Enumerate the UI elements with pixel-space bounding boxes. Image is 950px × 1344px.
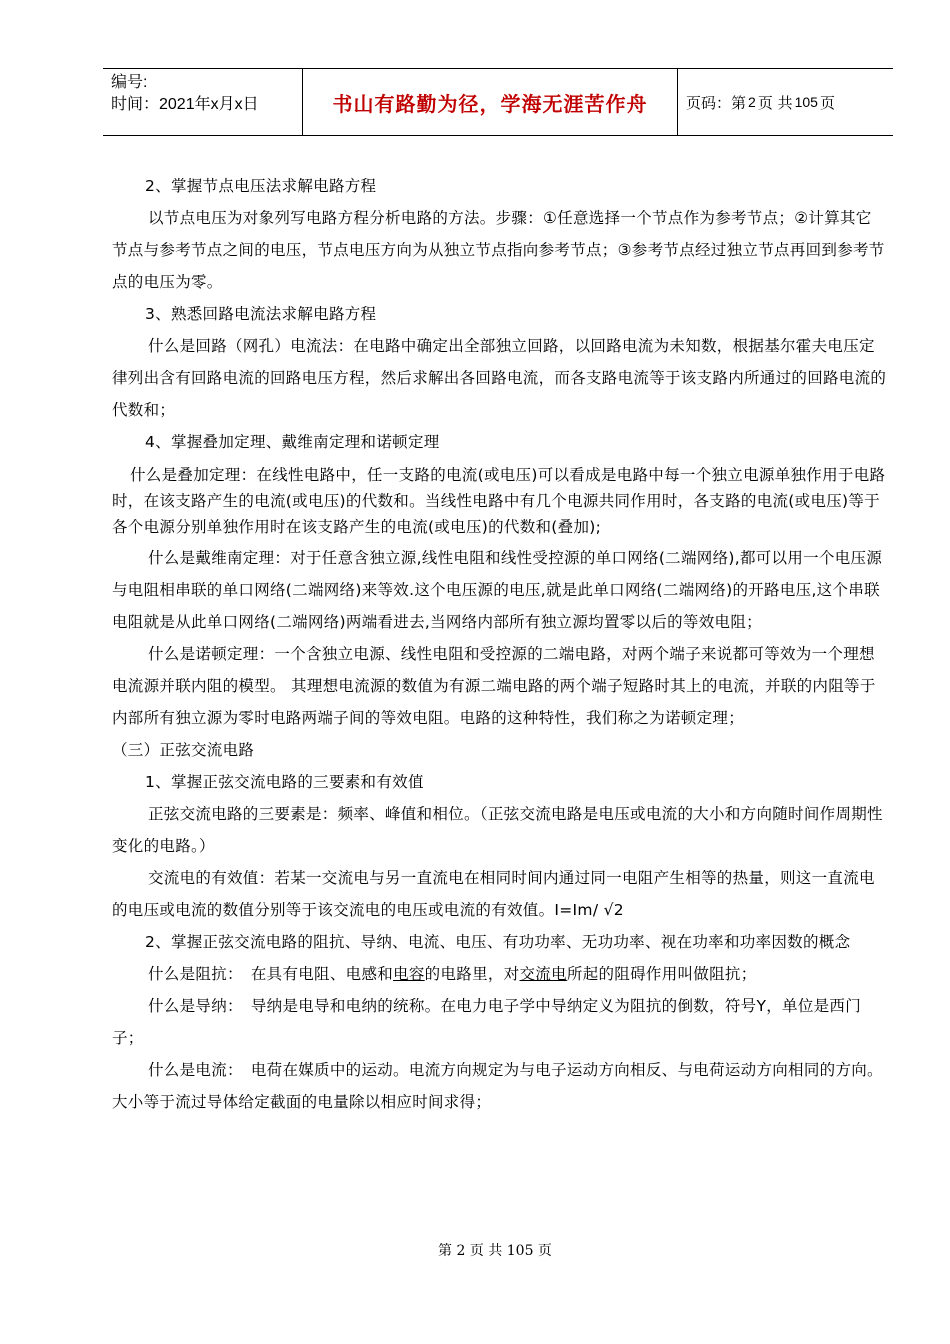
header-motto: 书山有路勤为径，学海无涯苦作舟 xyxy=(303,69,678,135)
page-current: 2 xyxy=(748,94,756,110)
header-page-number xyxy=(678,69,893,135)
link-capacitor[interactable]: 电容 xyxy=(393,965,425,983)
paragraph-norton: 什么是诺顿定理：一个含独立电源、线性电阻和受控源的二端电路，对两个端子来说都可等效为一个理想电流源并联内阻的模型。 其理想电流源的数值为有源二端电路的两个端子短路时其上的电流，并联的内阻等于内部所有独立源为零时电路两端子间的等效电阻。电路的这种特性，我们称之为诺顿定理； xyxy=(112,645,876,727)
impedance-text-b: 的电路里，对 xyxy=(424,965,520,983)
document-body xyxy=(112,170,887,1118)
header-meta xyxy=(103,69,303,135)
page-prefix: 页码：第 xyxy=(686,93,747,112)
impedance-text-c: 所起的阻碍作用叫做阻抗； xyxy=(566,965,757,983)
paragraph-admittance: 什么是导纳： 导纳是电导和电纳的统称。在电力电子学中导纳定义为阻抗的倒数，符号Y，单位是西门子； xyxy=(112,997,862,1047)
section-heading-ac: （三）正弦交流电路 xyxy=(112,741,255,759)
paragraph-thevenin: 什么是戴维南定理：对于任意含独立源,线性电阻和线性受控源的单口网络(二端网络),都可以用一个电压源与电阻相串联的单口网络(二端网络)来等效.这个电压源的电压,就是此单口网络(二端网络)的开路电压,这个串联电阻就是从此单口网络(二端网络)两端看进去,当网络内部所有独立源均置零以后的等效电阻； xyxy=(112,549,883,631)
page-mid: 页 共 xyxy=(757,93,793,112)
heading-node-voltage: 2、掌握节点电压法求解电路方程 xyxy=(145,177,377,195)
heading-ac-concepts: 2、掌握正弦交流电路的阻抗、导纳、电流、电压、有功功率、无功功率、视在功率和功率因数的概念 xyxy=(145,933,851,951)
page-total: 105 xyxy=(794,94,818,110)
paragraph-node-voltage: 以节点电压为对象列写电路方程分析电路的方法。步骤：①任意选择一个节点作为参考节点；②计算其它节点与参考节点之间的电压，节点电压方向为从独立节点指向参考节点；③参考节点经过独立节点再回到参考节点的电压为零。 xyxy=(112,209,885,291)
page-footer: 第 2 页 共 105 页 xyxy=(438,1243,552,1259)
page-suffix: 页 xyxy=(819,93,835,112)
paragraph-ac-elements: 正弦交流电路的三要素是：频率、峰值和相位。（正弦交流电路是电压或电流的大小和方向随时间作周期性变化的电路。） xyxy=(112,805,883,855)
heading-theorems: 4、掌握叠加定理、戴维南定理和诺顿定理 xyxy=(145,433,440,451)
heading-ac-elements: 1、掌握正弦交流电路的三要素和有效值 xyxy=(145,773,424,791)
paragraph-loop-current: 什么是回路（网孔）电流法：在电路中确定出全部独立回路，以回路电流为未知数，根据基尔霍夫电压定律列出含有回路电流的回路电压方程，然后求解出各回路电流，而各支路电流等于该支路内所通过的回路电流的代数和； xyxy=(112,337,887,419)
heading-loop-current: 3、熟悉回路电流法求解电路方程 xyxy=(145,305,377,323)
serial-label: 编号: xyxy=(111,74,148,91)
paragraph-superposition: 什么是叠加定理：在线性电路中，任一支路的电流(或电压)可以看成是电路中每一个独立电源单独作用于电路时，在该支路产生的电流(或电压)的代数和。当线性电路中有几个电源共同作用时，各支路的电流(或电压)等于各个电源分别单独作用时在该支路产生的电流(或电压)的代数和(叠加); xyxy=(112,466,886,536)
paragraph-rms: 交流电的有效值：若某一交流电与另一直流电在相同时间内通过同一电阻产生相等的热量，则这一直流电的电压或电流的数值分别等于该交流电的电压或电流的有效值。I=Im/ √2 xyxy=(112,869,875,919)
impedance-text-a: 什么是阻抗： 在具有电阻、电感和 xyxy=(148,965,394,983)
page-header xyxy=(103,68,893,136)
time-label: 时间：2021年x月x日 xyxy=(111,96,259,113)
paragraph-current: 什么是电流： 电荷在媒质中的运动。电流方向规定为与电子运动方向相反、与电荷运动方向相同的方向。大小等于流过导体给定截面的电量除以相应时间求得； xyxy=(112,1061,883,1111)
link-alternating-current[interactable]: 交流电 xyxy=(519,965,567,983)
paragraph-impedance xyxy=(112,958,887,990)
